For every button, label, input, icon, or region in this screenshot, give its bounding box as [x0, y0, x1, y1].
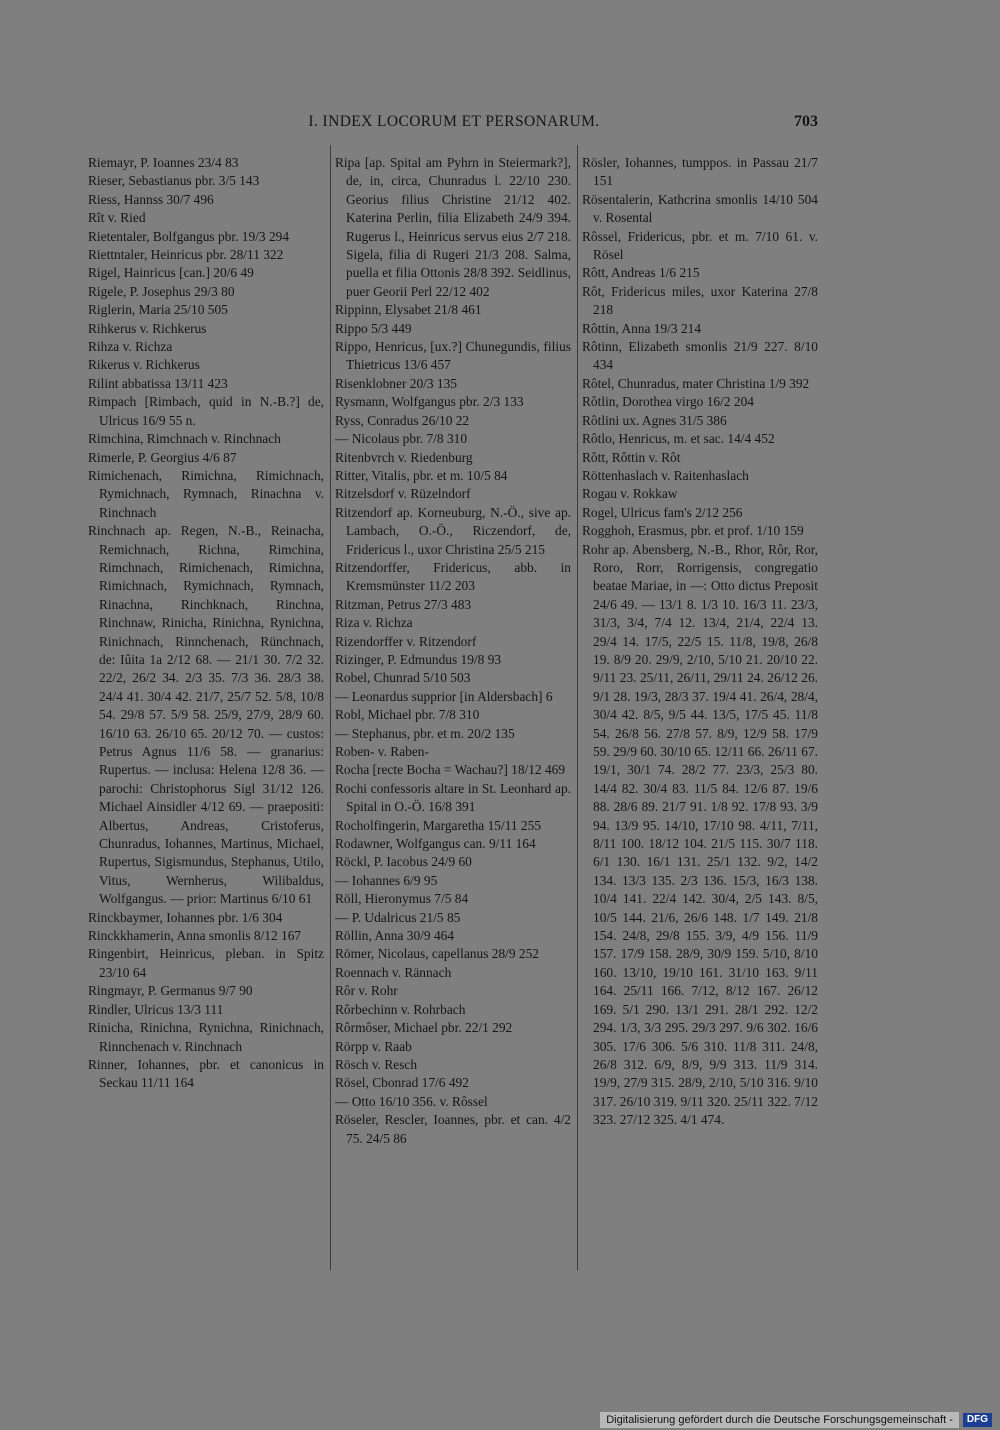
index-entry: Rogghoh, Erasmus, pbr. et prof. 1/10 159 [582, 523, 804, 539]
index-entry: Rieser, Sebastianus pbr. 3/5 143 [88, 173, 260, 189]
index-entry: Rôtel, Chunradus, mater Christina 1/9 392 [582, 375, 810, 391]
index-entry: Rihza v. Richza [88, 339, 173, 355]
index-column-1 [88, 154, 324, 1093]
index-entry: Rippo, Henricus, [ux.?] Chunegundis, filius Thietricus 13/6 457 [335, 339, 571, 373]
index-entry: Ritenbvrch v. Riedenburg [335, 449, 473, 465]
index-entry: Rösel, Cbonrad 17/6 492 [335, 1075, 469, 1091]
column-rule [330, 145, 331, 1270]
index-entry: Rôtlini ux. Agnes 31/5 386 [582, 412, 727, 428]
index-entry: Rigele, P. Josephus 29/3 80 [88, 283, 235, 299]
index-entry: Röckl, P. Iacobus 24/9 60 [335, 854, 472, 870]
index-entry: Rippo 5/3 449 [335, 320, 412, 336]
index-entry: Röll, Hieronymus 7/5 84 [335, 891, 469, 907]
index-entry: Rindler, Ulricus 13/3 111 [88, 1001, 224, 1017]
index-entry: Rôrbechinn v. Rohrbach [335, 1001, 466, 1017]
index-entry: Rôtlin, Dorothea virgo 16/2 204 [582, 394, 754, 410]
index-entry: Rimichenach, Rimichna, Rimichnach, Rymichnach, Rymnach, Rinachna v. Rinchnach [88, 467, 324, 520]
index-entry: — Stephanus, pbr. et m. 20/2 135 [335, 725, 515, 741]
page-header [86, 113, 822, 137]
index-entry: Rimchina, Rimchnach v. Rinchnach [88, 431, 281, 447]
index-entry: Röseler, Rescler, Ioannes, pbr. et can. 4/2 75. 24/5 86 [335, 1112, 571, 1146]
index-entry: Rochi confessoris altare in St. Leonhard ap. Spital in O.-Ö. 16/8 391 [335, 780, 571, 815]
index-entry: Roben- v. Raben- [335, 744, 429, 759]
index-entry: — Nicolaus pbr. 7/8 310 [335, 431, 468, 447]
index-entry: Ringmayr, P. Germanus 9/7 90 [88, 983, 253, 999]
index-entry: Ritzendorf ap. Korneuburg, N.-Ö., sive ap. Lambach, O.-Ö., Riczendorf, de, Fridericus l., uxor Christina 25/5 215 [335, 504, 571, 557]
index-entry: Roennach v. Rännach [335, 964, 452, 980]
index-entry: Rôrmôser, Michael pbr. 22/1 292 [335, 1020, 513, 1036]
index-entry: Rippinn, Elysabet 21/8 461 [335, 302, 482, 318]
index-entry: Robel, Chunrad 5/10 503 [335, 670, 471, 686]
index-entry: Riza v. Richza [335, 615, 413, 631]
index-entry: Rinner, Iohannes, pbr. et canonicus in Seckau 11/11 164 [88, 1056, 324, 1091]
index-entry: Rôt, Fridericus miles, uxor Katerina 27/8 218 [582, 283, 818, 318]
index-entry: Rinckkhamerin, Anna smonlis 8/12 167 [88, 928, 302, 944]
index-entry: Ryss, Conradus 26/10 22 [335, 412, 470, 428]
index-entry: Rörpp v. Raab [335, 1038, 412, 1054]
index-entry: Rösler, Iohannes, tumppos. in Passau 21/7 151 [582, 155, 818, 189]
index-entry: Röttenhaslach v. Raitenhaslach [582, 467, 749, 483]
column-rule [577, 145, 578, 1270]
index-entry: Rocha [recte Bocha = Wachau?] 18/12 469 [335, 762, 566, 778]
index-entry: Rikerus v. Richkerus [88, 357, 200, 373]
index-entry: Rît v. Ried [88, 210, 146, 226]
index-entry: Rôr v. Rohr [335, 983, 398, 999]
index-entry: Rôtt, Rôttin v. Rôt [582, 449, 681, 465]
index-entry: Rinchnach ap. Regen, N.-B., Reinacha, Remichnach, Richna, Rimchina, Rimchnach, Rimichenach, Rimichna, Rimichnach, Rymichnach, Rymnach, Rinachna, Rinchknach, Rinchna, Rinchnaw, Rinicha, Rinichna, Rynichna, Rinichnach, Rinnchenach, Rünchnach, de: Iûita 1a 2/12 68. — 21/1 30. 7/2 32. 22/2, 26/2 34. 2/3 35. 7/3 36. 28/3 38. 24/4 41. 30/4 42. 21/7, 25/7 52. 5/8, 10/8 54. 29/8 57. 5/9 58. 25/9, 27/9, 28/9 60. 16/10 63. 26/10 65. 20/12 70. — custos: Petrus Agnus 11/6 58. — granarius: Rupertus. — inclusa: Helena 12/8 36. — parochi: Christophorus Sigl 31/12 126. Michael Ainsidler 4/12 69. — praepositi: Albertus, Andreas, Cristoferus, Chunradus, Iohannes, Martinus, Michael, Rupertus, Sigismundus, Stephanus, Utilo, Vitus, Wernherus, Wilibaldus, Wolfgangus. — prior: Martinus 6/10 61 [88, 523, 324, 907]
index-entry: Rinckbaymer, Iohannes pbr. 1/6 304 [88, 909, 283, 925]
index-entry: Riess, Hannss 30/7 496 [88, 191, 214, 207]
footer-credit: Digitalisierung gefördert durch die Deutsche Forschungsgemeinschaft - [600, 1412, 959, 1428]
index-entry: Rigel, Hainricus [can.] 20/6 49 [88, 265, 254, 281]
index-entry: Risenklobner 20/3 135 [335, 375, 457, 391]
index-entry: Rinicha, Rinichna, Rynichna, Rinichnach, Rinnchenach v. Rinchnach [88, 1020, 324, 1054]
index-entry: Rôssel, Fridericus, pbr. et m. 7/10 61. v. Rösel [582, 228, 818, 263]
index-entry: Rietentaler, Bolfgangus pbr. 19/3 294 [88, 228, 290, 244]
index-entry: Rimerle, P. Georgius 4/6 87 [88, 449, 237, 465]
index-entry: Riemayr, P. Ioannes 23/4 83 [88, 155, 239, 170]
index-entry: — Iohannes 6/9 95 [335, 872, 438, 888]
index-entry: Rizendorffer v. Ritzendorf [335, 633, 477, 649]
index-entry: Rösch v. Resch [335, 1056, 418, 1072]
index-entry: Rocholfingerin, Margaretha 15/11 255 [335, 817, 542, 833]
index-entry: Rizinger, P. Edmundus 19/8 93 [335, 651, 502, 667]
index-entry: Rodawner, Wolfgangus can. 9/11 164 [335, 836, 536, 852]
index-entry: Ritter, Vitalis, pbr. et m. 10/5 84 [335, 467, 508, 483]
index-entry: Rôttin, Anna 19/3 214 [582, 320, 702, 336]
index-entry: — P. Udalricus 21/5 85 [335, 909, 461, 925]
index-entry: — Otto 16/10 356. v. Rôssel [335, 1093, 488, 1109]
index-entry: Ritzman, Petrus 27/3 483 [335, 596, 472, 612]
index-entry: Rohr ap. Abensberg, N.-B., Rhor, Rôr, Ror, Roro, Rorr, Rorrigensis, congregatio beatae Mariae, in —: Otto dictus Preposit 24/6 49. — 13/1 8. 1/3 10. 16/3 11. 23/3, 31/3, 3/4, 7/4 12. 13/4, 21/4, 22/4 13. 29/4 14. 17/5, 22/5 15. 11/8, 19/8, 26/8 19. 8/9 20. 29/9, 2/10, 5/10 21. 20/10 22. 9/11 23. 25/11, 26/11, 29/11 24. 26/12 26. 9/1 28. 19/3, 28/3 37. 19/4 41. 26/4, 28/4, 30/4 42. 8/5, 9/5 44. 13/5, 17/5 45. 11/8 54. 26/8 56. 27/8 57. 8/9, 12/9 58. 17/9 59. 29/9 60. 30/10 65. 12/11 66. 26/11 67. 19/1, 30/1 74. 28/2 77. 23/3, 25/3 80. 14/4 82. 30/4 83. 11/5 84. 12/6 87. 19/6 88. 28/6 89. 21/7 91. 1/8 92. 17/8 93. 3/9 94. 13/9 95. 14/10, 17/10 98. 4/11, 7/11, 8/11 100. 18/12 104. 21/5 115. 30/7 118. 6/1 130. 16/1 131. 25/1 132. 9/2, 14/2 134. 13/3 135. 2/3 136. 15/3, 16/3 138. 10/4 141. 22/4 142. 30/4, 2/5 143. 8/5, 10/5 144. 21/6, 26/6 148. 1/7 149. 21/8 154. 24/8, 29/8 155. 3/9, 4/9 156. 11/9 157. 17/9 158. 28/9, 30/9 159. 5/10, 8/10 160. 13/10, 19/10 161. 31/10 163. 9/11 164. 25/11 166. 7/12, 8/12 167. 26/12 169. 5/1 290. 13/1 291. 28/1 292. 12/2 294. 1/3, 3/3 295. 29/3 297. 9/6 302. 16/6 305. 17/6 306. 5/6 310. 11/8 311. 24/8, 26/8 312. 6/9, 8/9, 9/9 313. 11/9 314. 19/9, 27/9 315. 28/9, 2/10, 5/10 316. 9/10 317. 26/10 319. 9/11 320. 25/11 322. 7/12 323. 27/12 325. 4/1 474. [582, 541, 818, 1128]
index-entry: Rogau v. Rokkaw [582, 486, 678, 502]
index-column-3 [582, 154, 818, 1130]
index-entry: Rysmann, Wolfgangus pbr. 2/3 133 [335, 394, 524, 410]
index-entry: Rogel, Ulricus fam's 2/12 256 [582, 504, 743, 520]
index-entry: Rôtinn, Elizabeth smonlis 21/9 227. 8/10 434 [582, 339, 818, 373]
index-entry: Rôtlo, Henricus, m. et sac. 14/4 452 [582, 431, 775, 447]
index-entry: Riettntaler, Heinricus pbr. 28/11 322 [88, 247, 284, 263]
index-column-2 [335, 154, 571, 1148]
index-entry: Römer, Nicolaus, capellanus 28/9 252 [335, 946, 539, 962]
index-entry: Ringenbirt, Heinricus, pleban. in Spitz 23/10 64 [88, 946, 324, 980]
footer-bar [0, 1410, 1000, 1430]
index-entry: Riglerin, Maria 25/10 505 [88, 302, 228, 318]
index-entry: Ripa [ap. Spital am Pyhrn in Steiermark?], de, in, circa, Chunradus l. 22/10 230. Georius filius Christine 21/12 402. Katerina Perlin, filia Elizabeth 24/9 394. Rugerus l., Heinricus servus eius 2/7 218. Sigela, filia di Rugeri 21/3 208. Salma, puella et filia Ottonis 28/8 392. Seidlinus, puer Georii Perl 22/12 402 [335, 155, 571, 299]
index-entry: Rôtt, Andreas 1/6 215 [582, 265, 700, 281]
index-entry: — Leonardus supprior [in Aldersbach] 6 [335, 688, 553, 704]
index-entry: Ritzendorffer, Fridericus, abb. in Kremsmünster 11/2 203 [335, 559, 571, 594]
index-entry: Rösentalerin, Kathcrina smonlis 14/10 504 v. Rosental [582, 191, 818, 226]
index-entry: Rilint abbatissa 13/11 423 [88, 375, 228, 391]
index-entry: Ritzelsdorf v. Rüzelndorf [335, 486, 471, 502]
index-entry: Robl, Michael pbr. 7/8 310 [335, 707, 480, 723]
index-entry: Rihkerus v. Richkerus [88, 320, 207, 336]
index-entry: Röllin, Anna 30/9 464 [335, 928, 455, 944]
dfg-logo: DFG [963, 1413, 992, 1427]
index-entry: Rimpach [Rimbach, quid in N.-B.?] de, Ulricus 16/9 55 n. [88, 394, 324, 428]
running-title: I. INDEX LOCORUM ET PERSONARUM. [308, 113, 600, 130]
page-number: 703 [794, 113, 818, 130]
